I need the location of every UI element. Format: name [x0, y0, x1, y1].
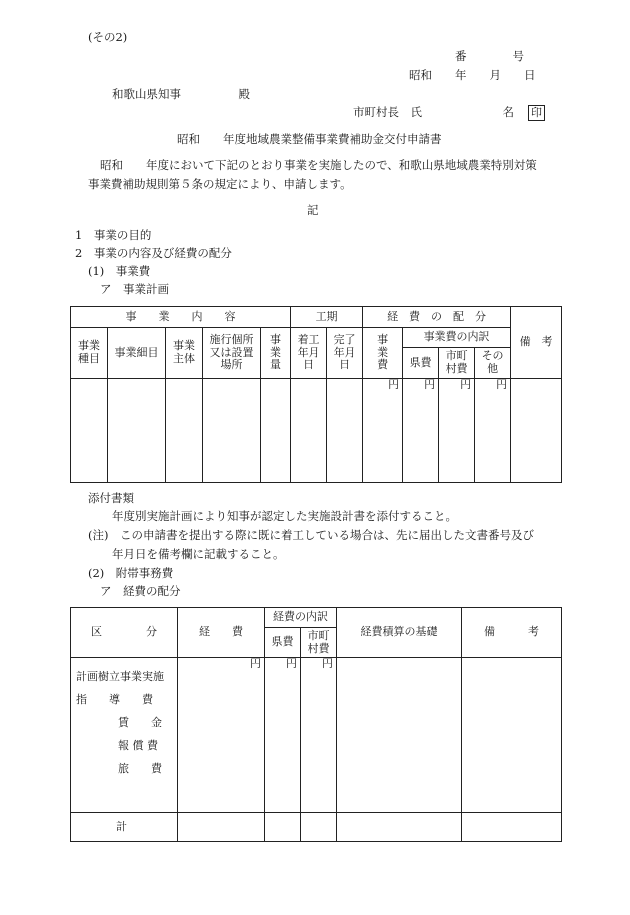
section-2: 2 事業の内容及び経費の配分: [75, 246, 232, 260]
yen-unit: 円: [178, 658, 265, 813]
seal-mark: 印: [528, 105, 545, 121]
expense-item: 指 導 費: [76, 693, 153, 706]
header-keihi-uchiwake: 経費の内訳: [265, 608, 337, 628]
document-number-label: 番 号: [455, 49, 524, 63]
header-kanryou-date: 完了 年月 日: [327, 328, 363, 379]
applicant-name-label: 市町村長 氏 名: [353, 105, 514, 119]
note-line-2: 年月日を備考欄に記載すること。: [112, 547, 285, 561]
header-kubun: 区 分: [71, 608, 178, 658]
sono-label: (その2): [88, 30, 128, 44]
header-chakkou-date: 着工 年月 日: [291, 328, 327, 379]
date-label: 昭和 年 月 日: [409, 68, 536, 82]
header-shichousonpi: 市町 村費: [301, 628, 337, 658]
total-label: 計: [71, 813, 178, 842]
table-row: [71, 658, 562, 813]
header-sonota: その 他: [475, 348, 511, 379]
yen-unit: 円: [439, 379, 475, 483]
expense-items: [71, 658, 178, 813]
project-plan-table: [70, 306, 562, 483]
section-2-1-a: ア 事業計画: [100, 282, 169, 296]
header-jigyou-naiyou: 事 業 内 容: [71, 307, 291, 328]
header-jigyouhi-uchiwake: 事業費の内訳: [403, 328, 511, 348]
expense-item: 報 償 費: [118, 739, 158, 752]
header-kenpi: 県費: [403, 348, 439, 379]
intro-line-1: 昭和 年度において下記のとおり事業を実施したので、和歌山県地域農業特別対策: [100, 158, 537, 172]
addressee: 和歌山県知事 殿: [112, 87, 250, 101]
attachment-title: 添付書類: [88, 491, 134, 505]
table-row: [71, 379, 562, 483]
header-sekisan-kiso: 経費積算の基礎: [337, 608, 462, 658]
header-sekou-basho: 施行個所 又は設置 場所: [203, 328, 261, 379]
yen-unit: 円: [363, 379, 403, 483]
header-keihi-haibun: 経 費 の 配 分: [363, 307, 511, 328]
yen-unit: 円: [403, 379, 439, 483]
header-bikou: 備 考: [462, 608, 562, 658]
header-jigyou-shutai: 事業 主体: [166, 328, 203, 379]
yen-unit: 円: [301, 658, 337, 813]
yen-unit: 円: [265, 658, 301, 813]
note-line-1: (注) この申請書を提出する際に既に着工している場合は、先に届出した文書番号及び: [88, 528, 534, 542]
expense-item: 旅 費: [118, 762, 162, 775]
expense-allocation-table: [70, 607, 562, 842]
header-jigyou-ryou: 事 業 量: [261, 328, 291, 379]
section-2-2: (2) 附帯事務費: [88, 566, 174, 580]
header-jigyou-saimoku: 事業細目: [108, 328, 166, 379]
header-keihi: 経 費: [178, 608, 265, 658]
header-bikou: 備 考: [511, 307, 562, 379]
section-1: 1 事業の目的: [75, 228, 152, 242]
yen-unit: 円: [475, 379, 511, 483]
expense-item: 計画樹立事業実施: [76, 670, 164, 683]
header-kouki: 工期: [291, 307, 363, 328]
header-kenpi: 県費: [265, 628, 301, 658]
section-2-2-a: ア 経費の配分: [100, 584, 181, 598]
document-title: 昭和 年度地域農業整備事業費補助金交付申請書: [177, 132, 442, 146]
expense-item: 賃 金: [118, 716, 162, 729]
attachment-body: 年度別実施計画により知事が認定した実施設計書を添付すること。: [112, 509, 457, 523]
intro-line-2: 事業費補助規則第５条の規定により、申請します。: [88, 177, 352, 191]
total-row: [71, 813, 562, 842]
header-jigyou-shumoku: 事業 種目: [71, 328, 108, 379]
header-shichousonpi: 市町 村費: [439, 348, 475, 379]
ki-label: 記: [307, 203, 319, 217]
header-jigyouhi: 事 業 費: [363, 328, 403, 379]
section-2-1: (1) 事業費: [88, 264, 151, 278]
